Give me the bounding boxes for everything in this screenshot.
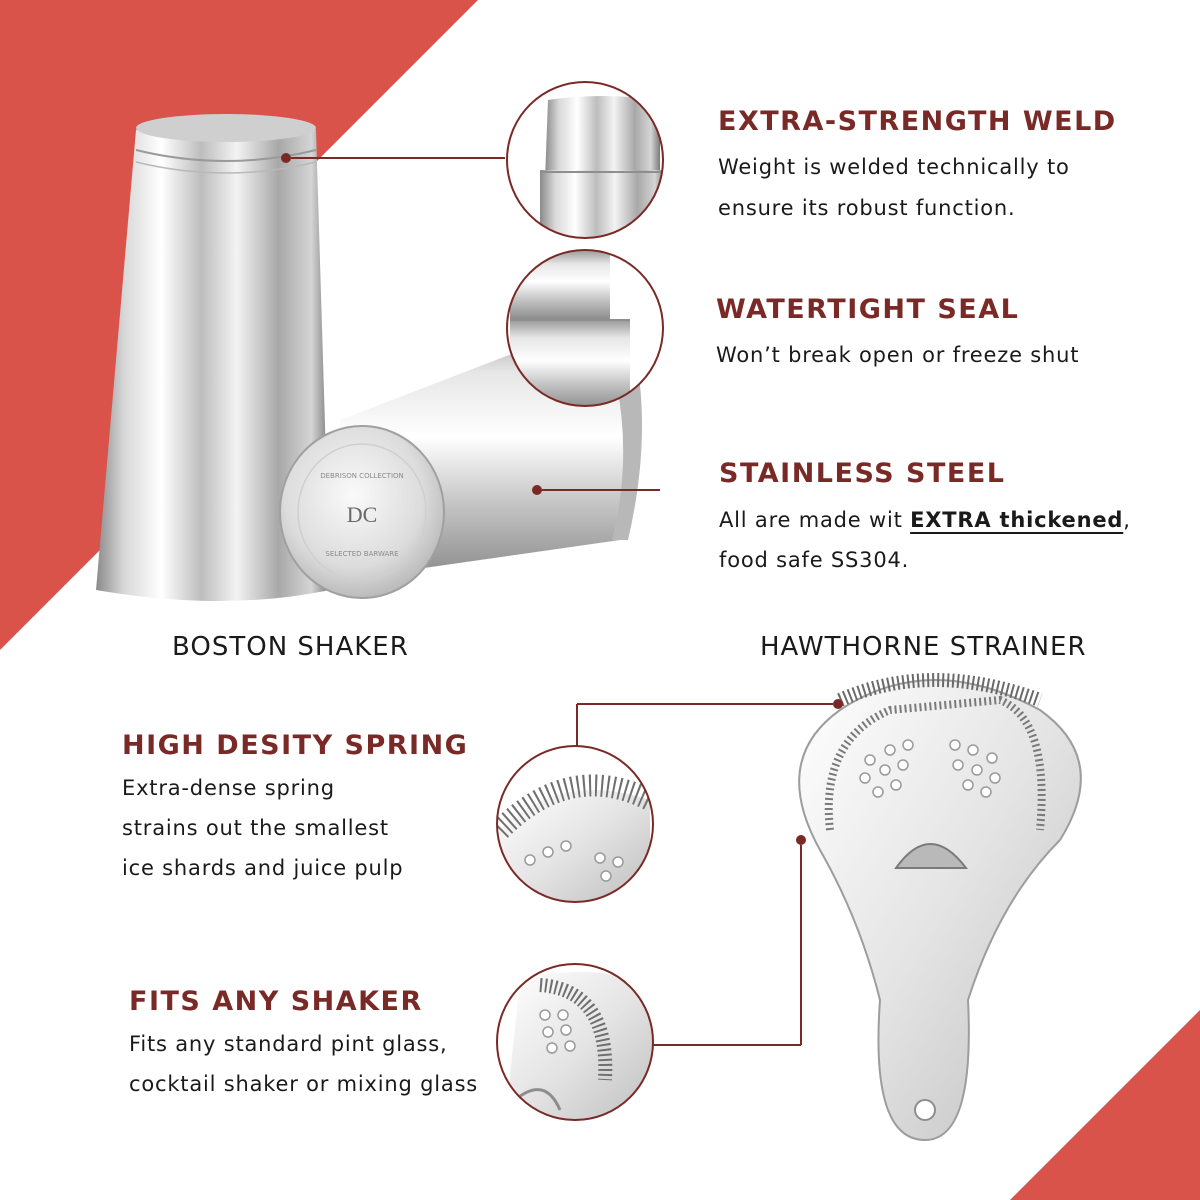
feature-weld-line-2: ensure its robust function. (718, 196, 1016, 220)
feature-fits-line-1: Fits any standard pint glass, (129, 1032, 448, 1056)
shaker-monogram: DC (346, 502, 378, 527)
feature-steel-line-1 (719, 500, 1131, 540)
feature-steel-line-1-suffix: , (1123, 508, 1131, 532)
feature-weld-line-1: Weight is welded technically to (718, 155, 1070, 179)
feature-steel-line-2: food safe SS304. (719, 548, 910, 572)
feature-fits-line-2: cocktail shaker or mixing glass (129, 1072, 479, 1096)
detail-circle-spring (495, 744, 655, 904)
feature-fits-title: FITS ANY SHAKER (129, 986, 423, 1017)
feature-spring-line-1: Extra-dense spring (122, 776, 335, 800)
feature-spring-line-3: ice shards and juice pulp (122, 856, 404, 880)
feature-spring-line-2: strains out the smallest (122, 816, 389, 840)
feature-steel-emphasis: EXTRA thickened (910, 508, 1124, 532)
hawthorne-strainer-image (577, 680, 1081, 1140)
shaker-engraving-top: DEBRISON COLLECTION (320, 472, 404, 480)
feature-seal-title: WATERTIGHT SEAL (716, 294, 1020, 325)
boston-shaker-label: BOSTON SHAKER (172, 632, 409, 662)
shaker-engraving-bottom: SELECTED BARWARE (325, 550, 399, 558)
feature-seal-line-1: Won’t break open or freeze shut (716, 343, 1080, 367)
feature-steel-title: STAINLESS STEEL (719, 458, 1006, 489)
detail-circle-fits (495, 962, 660, 1122)
feature-steel-line-1-prefix: All are made wit (719, 508, 911, 532)
hawthorne-strainer-label: HAWTHORNE STRAINER (760, 632, 1087, 662)
feature-weld-title: EXTRA-STRENGTH WELD (718, 106, 1117, 137)
red-band-bottom-right (1010, 1010, 1200, 1200)
feature-spring-title: HIGH DESITY SPRING (122, 730, 469, 761)
